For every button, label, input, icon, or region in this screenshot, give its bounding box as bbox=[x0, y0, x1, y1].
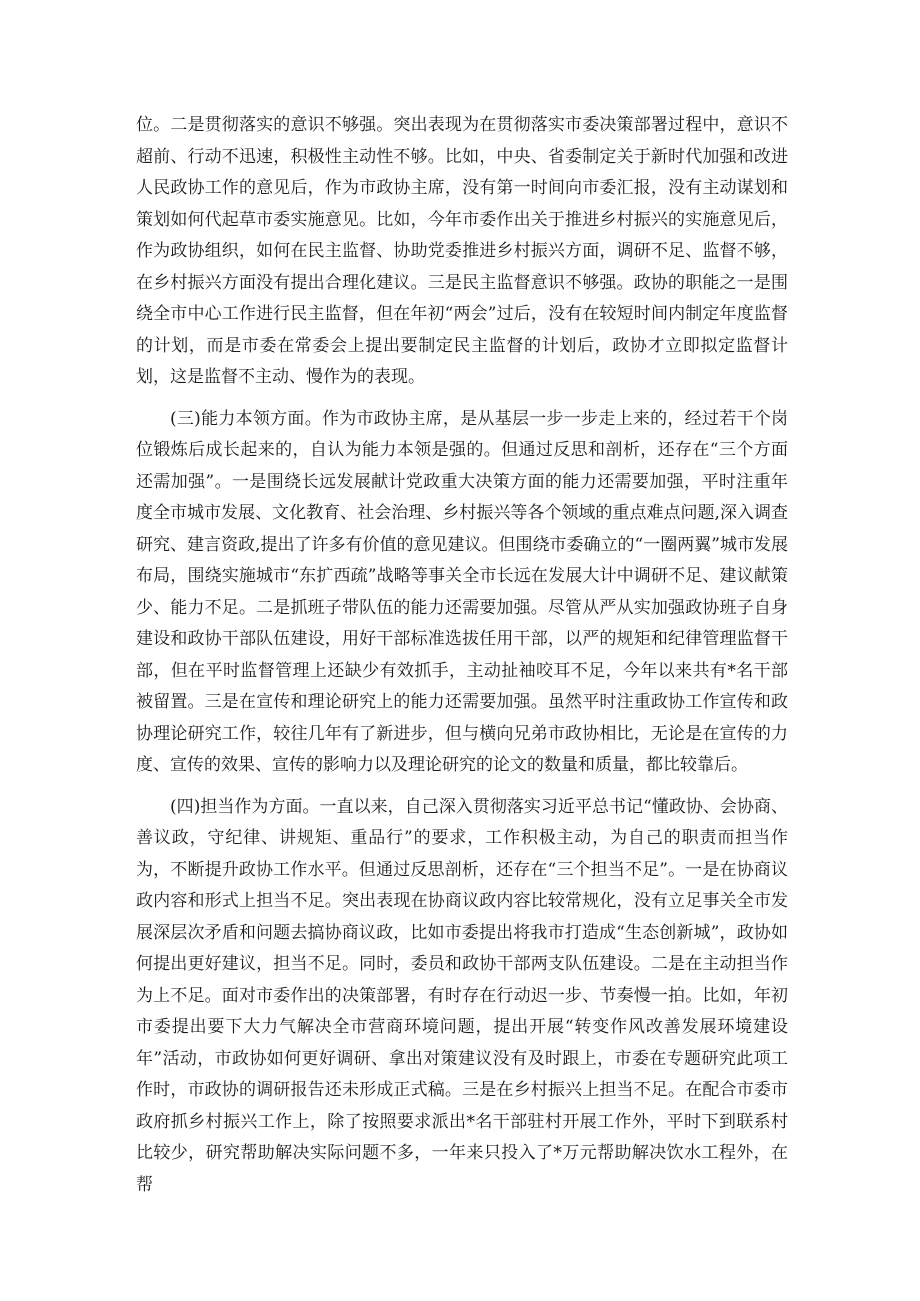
document-body bbox=[136, 110, 788, 1201]
paragraph-ability: (三)能力本领方面。作为市政协主席，是从基层一步一步走上来的，经过若干个岗位锻炼后成长起来的，自认为能力本领是强的。但通过反思和剖析，还存在“三个方面还需加强”。一是围绕长远发展献计党政重大决策方面的能力还需要加强，平时注重年度全市城市发展、文化教育、社会治理、乡村振兴等各个领域的重点难点问题,深入调查研究、建言资政,提出了许多有价值的意见建议。但围绕市委确立的“一圈两翼”城市发展布局，围绕实施城市“东扩西疏”战略等事关全市长远在发展大计中调研不足、建议献策少、能力不足。二是抓班子带队伍的能力还需要加强。尽管从严从实加强政协班子自身建设和政协干部队伍建设，用好干部标准选拔任用干部，以严的规矩和纪律管理监督干部，但在平时监督管理上还缺少有效抓手，主动扯袖咬耳不足，今年以来共有*名干部被留置。三是在宣传和理论研究上的能力还需要加强。虽然平时注重政协工作宣传和政协理论研究工作，较往几年有了新进步，但与横向兄弟市政协相比，无论是在宣传的力度、宣传的效果、宣传的影响力以及理论研究的论文的数量和质量，都比较靠后。 bbox=[136, 408, 788, 775]
paragraph-continuation: 位。二是贯彻落实的意识不够强。突出表现为在贯彻落实市委决策部署过程中，意识不超前、行动不迅速，积极性主动性不够。比如，中央、省委制定关于新时代加强和改进人民政协工作的意见后，作为市政协主席，没有第一时间向市委汇报，没有主动谋划和策划如何代起草市委实施意见。比如，今年市委作出关于推进乡村振兴的实施意见后，作为政协组织，如何在民主监督、协助党委推进乡村振兴方面，调研不足、监督不够，在乡村振兴方面没有提出合理化建议。三是民主监督意识不够强。政协的职能之一是围绕全市中心工作进行民主监督，但在年初“两会”过后，没有在较短时间内制定年度监督的计划，而是市委在常委会上提出要制定民主监督的计划后，政协才立即拟定监督计划，这是监督不主动、慢作为的表现。 bbox=[136, 115, 788, 387]
paragraph-responsibility: (四)担当作为方面。一直以来，自己深入贯彻落实习近平总书记“懂政协、会协商、善议政，守纪律、讲规矩、重品行”的要求，工作积极主动，为自己的职责而担当作为，不断提升政协工作水平。但通过反思剖析，还存在“三个担当不足”。一是在协商议政内容和形式上担当不足。突出表现在协商议政内容比较常规化，没有立足事关全市发展深层次矛盾和问题去搞协商议政，比如市委提出将我市打造成“生态创新城”，政协如何提出更好建议，担当不足。同时，委员和政协干部两支队伍建设。二是在主动担当作为上不足。面对市委作出的决策部署，有时存在行动迟一步、节奏慢一拍。比如，年初市委提出要下大力气解决全市营商环境问题，提出开展“转变作风改善发展环境建设年”活动，市政协如何更好调研、拿出对策建议没有及时跟上，市委在专题研究此项工作时，市政协的调研报告还未形成正式稿。三是在乡村振兴上担当不足。在配合市委市政府抓乡村振兴工作上，除了按照要求派出*名干部驻村开展工作外，平时下到联系村比较少，研究帮助解决实际问题不多，一年来只投入了*万元帮助解决饮水工程外，在帮 bbox=[136, 796, 788, 1195]
